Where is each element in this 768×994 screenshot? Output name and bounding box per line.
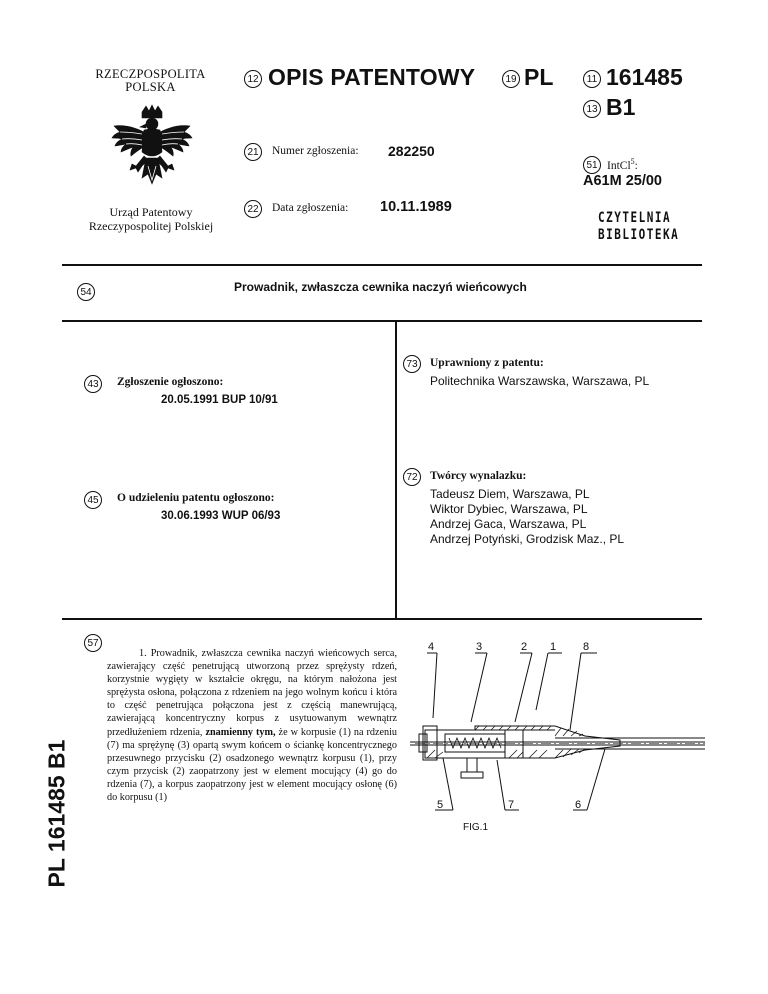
stamp-line2: BIBLIOTEKA bbox=[598, 226, 680, 243]
side-publication-number: PL 161485 B1 bbox=[43, 739, 70, 888]
inventor: Tadeusz Diem, Warszawa, PL bbox=[430, 487, 590, 501]
inid-code-51: 51 bbox=[583, 156, 601, 174]
patent-office bbox=[62, 205, 240, 233]
abstract-tail: że w korpusie (1) na rdzeniu (7) ma sprężynę (3) opartą swym końcem o ściankę koncentrycznego przesuwnego przycisku (2) osadzonego wewnątrz korpusu (1), przy czym przycisk (2) zaopatrzony jest w element mocujący (4) go do rdzenia (7), a korpus zaopatrzony jest w element mocujący osłonę (6) do korpusu (1) bbox=[107, 726, 398, 804]
doc-type: OPIS PATENTOWY bbox=[268, 64, 476, 90]
coat-of-arms bbox=[108, 104, 196, 192]
library-stamp bbox=[598, 209, 679, 243]
proprietor: Politechnika Warszawska, Warszawa, PL bbox=[430, 374, 650, 388]
column-divider bbox=[395, 320, 397, 619]
divider-bottom bbox=[62, 618, 702, 620]
inventors-list bbox=[430, 487, 624, 547]
announcement-value: 20.05.1991 BUP 10/91 bbox=[161, 394, 278, 406]
kind-code: B1 bbox=[606, 94, 636, 120]
grant-value: 30.06.1993 WUP 06/93 bbox=[161, 510, 281, 522]
ipc-colon: : bbox=[634, 159, 638, 172]
inid-code-72: 72 bbox=[403, 468, 421, 486]
fig-label-top: 8 bbox=[583, 641, 590, 653]
inventor: Andrzej Gaca, Warszawa, PL bbox=[430, 517, 587, 531]
office-line2: Rzeczypospolitej Polskiej bbox=[88, 219, 214, 233]
ipc-label bbox=[607, 157, 638, 172]
inid-code-11: 11 bbox=[583, 70, 601, 88]
ipc-label-text: IntCl bbox=[607, 159, 631, 172]
fig-label-bottom: 6 bbox=[575, 799, 582, 811]
figure-1 bbox=[405, 630, 715, 840]
abstract-lead: 1. Prowadnik, zwłaszcza cewnika naczyń wieńcowych serca, zawierający część penetrującą utworzoną przez sprężysty rdzeń, korzystnie wygięty w kształcie okręgu, na którym nałożona jest sprężysta osłona, połączona z rdzeniem na jego wolnym końcu i która to część penetrująca połączona jest z częścią manewrującą, zawierającą koncentryczny korpus z usytuowanym wewnątrz przedłużeniem rdzenia, bbox=[107, 648, 397, 738]
inid-code-43: 43 bbox=[84, 375, 102, 393]
inid-code-22: 22 bbox=[244, 200, 262, 218]
figure-caption: FIG.1 bbox=[463, 822, 489, 833]
inventor: Andrzej Potyński, Grodzisk Maz., PL bbox=[430, 532, 625, 546]
abstract-characterizing: znamienny tym, bbox=[205, 726, 276, 738]
ipc-superscript: 5 bbox=[630, 157, 635, 166]
fig-label-top: 4 bbox=[428, 641, 435, 653]
filing-date: 10.11.1989 bbox=[380, 199, 452, 215]
filing-date-label: Data zgłoszenia: bbox=[272, 202, 349, 214]
inid-code-12: 12 bbox=[244, 70, 262, 88]
inid-code-73: 73 bbox=[403, 355, 421, 373]
inventor: Wiktor Dybiec, Warszawa, PL bbox=[430, 502, 588, 516]
inid-code-45: 45 bbox=[84, 491, 102, 509]
abstract-paragraph bbox=[107, 647, 397, 804]
proprietor-label: Uprawniony z patentu: bbox=[430, 357, 544, 369]
fig-label-top: 1 bbox=[550, 641, 557, 653]
stamp-line1: CZYTELNIA bbox=[598, 209, 672, 226]
office-line1: Urząd Patentowy bbox=[109, 205, 193, 219]
fig-label-bottom: 7 bbox=[508, 799, 515, 811]
country-name bbox=[83, 68, 218, 94]
inid-code-57: 57 bbox=[84, 634, 102, 652]
patent-number: 161485 bbox=[606, 64, 683, 90]
abstract-text bbox=[107, 647, 397, 804]
ipc-class: A61M 25/00 bbox=[583, 173, 662, 189]
application-number-label: Numer zgłoszenia: bbox=[272, 145, 359, 157]
inid-code-13: 13 bbox=[583, 100, 601, 118]
patent-title: Prowadnik, zwłaszcza cewnika naczyń wieńcowych bbox=[234, 280, 527, 294]
inid-code-21: 21 bbox=[244, 143, 262, 161]
country-line1: RZECZPOSPOLITA bbox=[95, 67, 206, 81]
inventors-label: Twórcy wynalazku: bbox=[430, 470, 527, 482]
fig-label-top: 2 bbox=[521, 641, 528, 653]
fig-label-bottom: 5 bbox=[437, 799, 444, 811]
inid-code-19: 19 bbox=[502, 70, 520, 88]
country-code: PL bbox=[524, 64, 554, 90]
inid-code-54: 54 bbox=[77, 283, 95, 301]
country-line2: POLSKA bbox=[125, 80, 176, 94]
fig-label-top: 3 bbox=[476, 641, 483, 653]
divider-title bbox=[62, 320, 702, 322]
grant-label: O udzieleniu patentu ogłoszono: bbox=[117, 492, 275, 504]
divider-top bbox=[62, 264, 702, 266]
application-number: 282250 bbox=[388, 143, 435, 159]
announcement-label: Zgłoszenie ogłoszono: bbox=[117, 376, 224, 388]
